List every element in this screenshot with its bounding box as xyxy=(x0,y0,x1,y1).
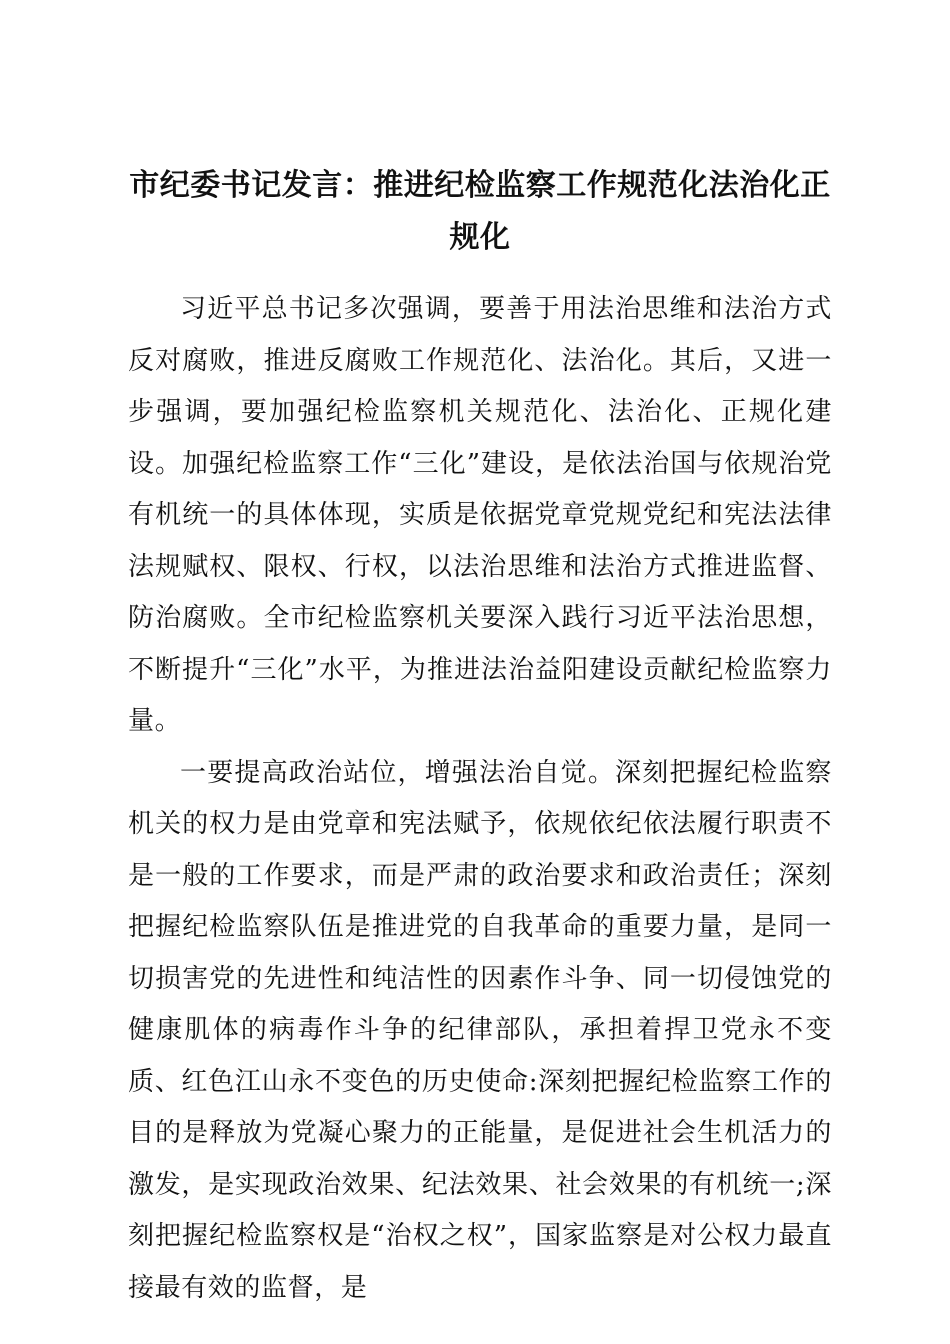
paragraph-intro: 习近平总书记多次强调，要善于用法治思维和法治方式反对腐败，推进反腐败工作规范化、法治化。其后，又进一步强调，要加强纪检监察机关规范化、法治化、正规化建设。加强纪检监察工作“三化”建设，是依法治国与依规治党有机统一的具体体现，实质是依据党章党规党纪和宪法法律法规赋权、限权、行权，以法治思维和法治方式推进监督、防治腐败。全市纪检监察机关要深入践行习近平法治思想，不断提升“三化”水平，为推进法治益阳建设贡献纪检监察力量。 xyxy=(128,294,832,736)
document-body xyxy=(128,284,832,1314)
document-title: 市纪委书记发言：推进纪检监察工作规范化法治化正规化 xyxy=(129,168,831,255)
paragraph-point-one: 一要提高政治站位，增强法治自觉。深刻把握纪检监察机关的权力是由党章和宪法赋予，依规依纪依法履行职责不是一般的工作要求，而是严肃的政治要求和政治责任；深刻把握纪检监察队伍是推进党的自我革命的重要力量，是同一切损害党的先进性和纯洁性的因素作斗争、同一切侵蚀党的健康肌体的病毒作斗争的纪律部队，承担着捍卫党永不变质、红色江山永不变色的历史使命:深刻把握纪检监察工作的目的是释放为党凝心聚力的正能量，是促进社会生机活力的激发，是实现政治效果、纪法效果、社会效果的有机统一;深刻把握纪检监察权是“治权之权”，国家监察是对公权力最直接最有效的监督，是 xyxy=(128,757,832,1303)
